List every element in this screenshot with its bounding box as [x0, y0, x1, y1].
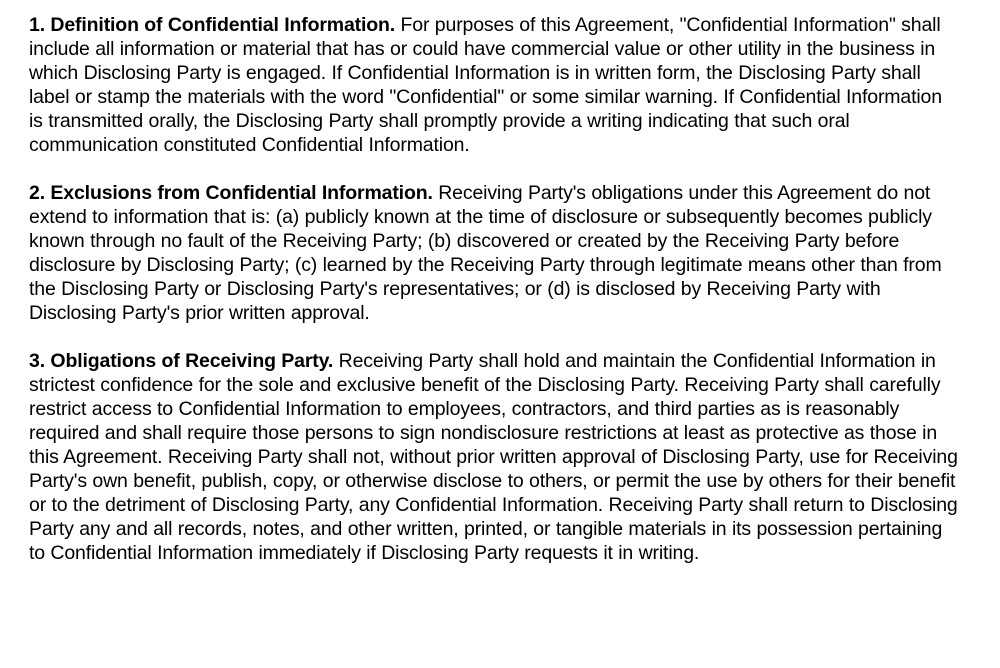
section-exclusions-from-confidential-information: [29, 181, 958, 325]
section-heading: 3. Obligations of Receiving Party.: [29, 350, 334, 372]
section-body: Receiving Party's obligations under this Agreement do not extend to information that is: (a) publicly known at the time of disclosure or subsequently becomes publicly known through no fault of the Receiving Party; (b) discovered or created by the Receiving Party before disclosure by Disclosing Party; (c) learned by the Receiving Party through legitimate means other than from the Disclosing Party or Disclosing Party's representatives; or (d) is disclosed by Receiving Party with Disclosing Party's prior written approval.: [29, 182, 942, 324]
section-body: For purposes of this Agreement, "Confidential Information" shall include all information or material that has or could have commercial value or other utility in the business in which Disclosing Party is engaged. If Confidential Information is in written form, the Disclosing Party shall label or stamp the materials with the word "Confidential" or some similar warning. If Confidential Information is transmitted orally, the Disclosing Party shall promptly provide a writing indicating that such oral communication constituted Confidential Information.: [29, 14, 942, 156]
section-definition-of-confidential-information: [29, 13, 958, 157]
section-heading: 1. Definition of Confidential Information.: [29, 14, 396, 36]
section-body: Receiving Party shall hold and maintain the Confidential Information in strictest confidence for the sole and exclusive benefit of the Disclosing Party. Receiving Party shall carefully restrict access to Confidential Information to employees, contractors, and third parties as is reasonably required and shall require those persons to sign nondisclosure restrictions at least as protective as those in this Agreement. Receiving Party shall not, without prior written approval of Disclosing Party, use for Receiving Party's own benefit, publish, copy, or otherwise disclose to others, or permit the use by others for their benefit or to the detriment of Disclosing Party, any Confidential Information. Receiving Party shall return to Disclosing Party any and all records, notes, and other written, printed, or tangible materials in its possession pertaining to Confidential Information immediately if Disclosing Party requests it in writing.: [29, 350, 958, 564]
section-heading: 2. Exclusions from Confidential Information.: [29, 182, 433, 204]
section-obligations-of-receiving-party: [29, 349, 958, 565]
